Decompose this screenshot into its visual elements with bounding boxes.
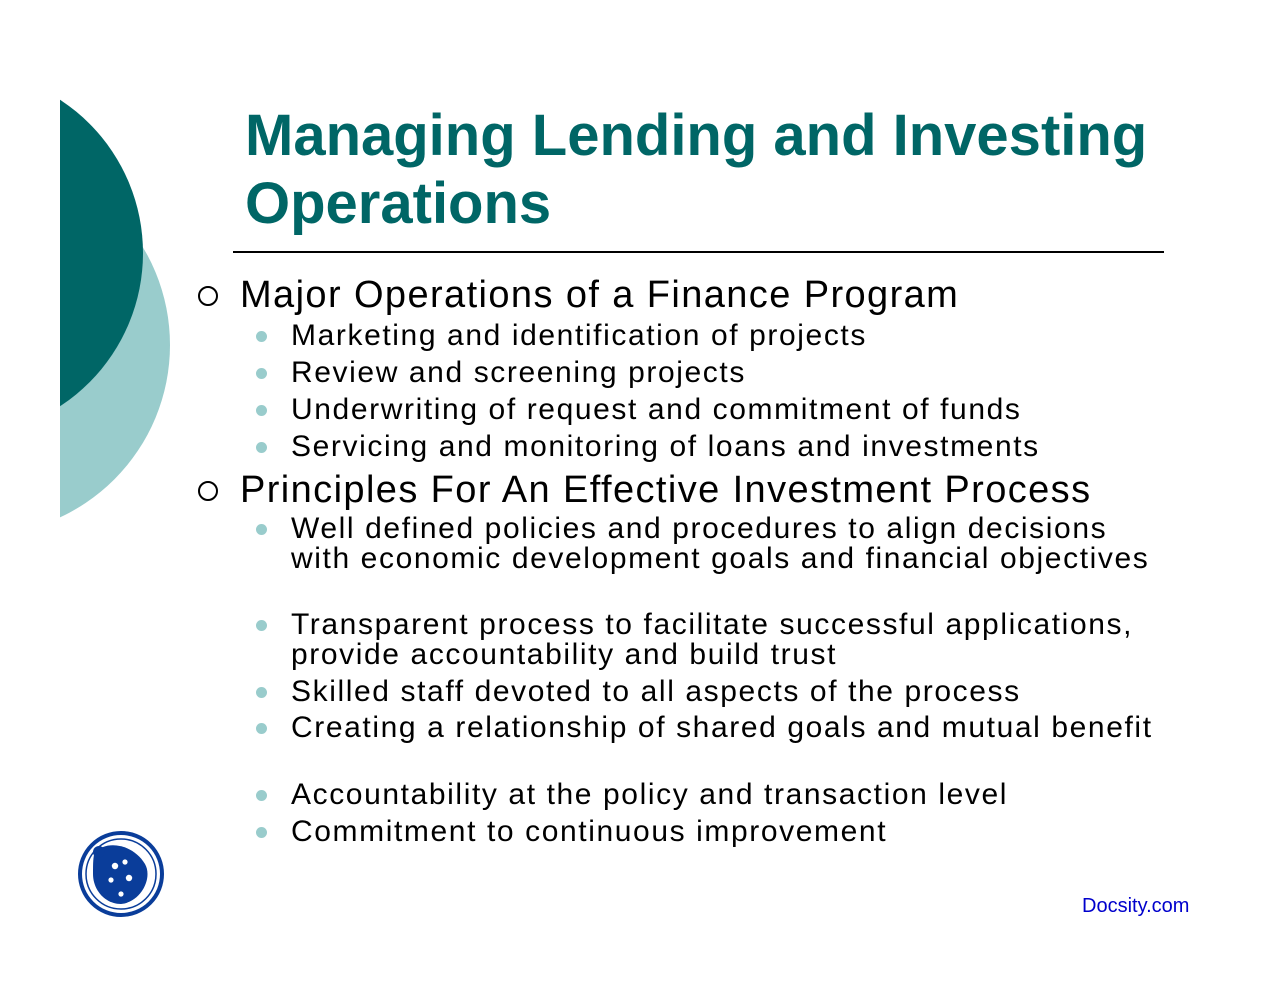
list-item: Accountability at the policy and transaction level xyxy=(291,778,1009,811)
filled-circle-bullet-icon xyxy=(256,368,267,379)
section-heading: Major Operations of a Finance Program xyxy=(240,274,960,316)
hollow-circle-bullet-icon xyxy=(198,286,218,306)
filled-circle-bullet-icon xyxy=(256,442,267,453)
docsity-link[interactable]: Docsity.com xyxy=(1082,895,1190,917)
filled-circle-bullet-icon xyxy=(256,405,267,416)
list-item: Marketing and identification of projects xyxy=(291,319,867,352)
list-item: Transparent process to facilitate successful applications, provide accountability and build trust xyxy=(291,608,1134,671)
list-item: Commitment to continuous improvement xyxy=(291,815,888,848)
list-item: Servicing and monitoring of loans and investments xyxy=(291,430,1040,463)
filled-circle-bullet-icon xyxy=(256,723,267,734)
filled-circle-bullet-icon xyxy=(256,524,267,535)
slide-title-line-1: Managing Lending and Investing xyxy=(245,103,1148,168)
hollow-circle-bullet-icon xyxy=(198,481,218,501)
filled-circle-bullet-icon xyxy=(256,331,267,342)
docsity-ladybug-logo-icon xyxy=(77,830,165,918)
section-heading: Principles For An Effective Investment Process xyxy=(240,469,1092,511)
filled-circle-bullet-icon xyxy=(256,620,267,631)
list-item: Review and screening projects xyxy=(291,356,746,389)
filled-circle-bullet-icon xyxy=(256,687,267,698)
filled-circle-bullet-icon xyxy=(256,827,267,838)
filled-circle-bullet-icon xyxy=(256,790,267,801)
list-item: Creating a relationship of shared goals and mutual benefit xyxy=(291,711,1153,744)
slide-title-line-2: Operations xyxy=(245,171,552,236)
list-item: Underwriting of request and commitment of funds xyxy=(291,393,1022,426)
list-item: Skilled staff devoted to all aspects of the process xyxy=(291,675,1021,708)
list-item: Well defined policies and procedures to align decisions with economic development goals and financial objectives xyxy=(291,512,1150,575)
